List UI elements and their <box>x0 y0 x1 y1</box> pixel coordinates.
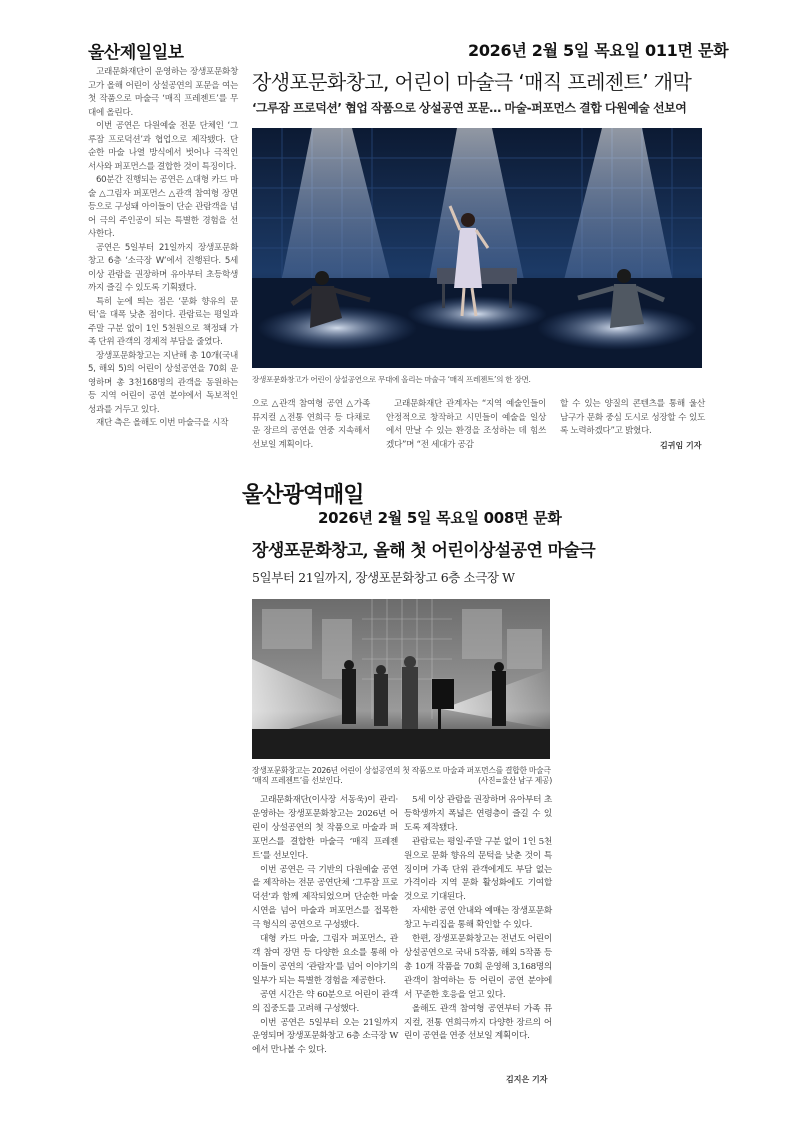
photo-caption-text: 장생포문화창고는 2026년 어린이 상설공연의 첫 작품으로 마술과 퍼포먼스를 결합한 마술극 ‘매직 프레젠트’를 선보인다. <box>252 766 551 785</box>
paragraph: 이번 공연은 다원예술 전문 단체인 ‘그루잠 프로덕션’과 협업으로 제작됐다. 단순한 마술 나열 방식에서 벗어나 극적인 서사와 퍼포먼스를 결합한 것이 특징이다. <box>88 121 238 172</box>
dateline-1: 2026년 2월 5일 목요일 011면 문화 <box>468 41 729 60</box>
reporter-byline-2: 김지은 기자 <box>506 1075 548 1084</box>
stage-photo-1-illustration <box>252 128 702 368</box>
stage-photo-1 <box>252 128 702 368</box>
paragraph: 할 수 있는 양질의 콘텐츠를 통해 울산 남구가 문화 중심 도시로 성장할 수 있도록 노력하겠다”고 밝혔다. <box>560 399 705 436</box>
article1-column-1 <box>88 66 238 431</box>
paragraph: 이번 공연은 5일부터 오는 21일까지 운영되며 장생포문화창고 6층 소극장 W에서 만나볼 수 있다. <box>252 1017 398 1056</box>
photo-caption-2 <box>252 766 552 786</box>
article-divider <box>88 470 708 471</box>
article1-column-2 <box>252 398 370 452</box>
photo-caption-1: 장생포문화창고가 어린이 상설공연으로 무대에 올리는 마술극 ‘매직 프레젠트’의 한 장면. <box>252 375 531 384</box>
dateline-2: 2026년 2월 5일 목요일 008면 문화 <box>318 509 562 527</box>
paragraph: 으로 △관객 참여형 공연 △가족 뮤지컬 △전통 연희극 등 다채로운 장르의 공연을 연중 지속해서 선보일 계획이다. <box>252 399 370 450</box>
newspaper-name-2: 울산광역매일 <box>242 483 364 508</box>
paragraph: 올해도 관객 참여형 공연부터 가족 뮤지컬, 전통 연희극까지 다양한 장르의 어린이 공연을 연중 선보일 계획이다. <box>404 1003 552 1042</box>
headline-1: 장생포문화창고, 어린이 마술극 ‘매직 프레젠트’ 개막 <box>252 70 692 94</box>
reporter-byline-1: 김귀임 기자 <box>660 441 702 450</box>
paragraph: 특히 눈에 띄는 점은 ‘문화 향유의 문턱’을 대폭 낮춘 점이다. 관람료는 평일과 주말 구분 없이 1인 5천원으로 책정돼 가족 단위 관객의 경제적 부담을 줄였다. <box>88 296 238 347</box>
paragraph: 장생포문화창고는 지난해 총 10개(국내 5, 해외 5)의 어린이 상설공연을 70회 운영하며 총 3천168명의 관객을 동원하는 등 지역 어린이 공연 분야에서 독보적인 성과를 거두고 있다. <box>88 350 238 415</box>
paragraph: 한편, 장생포문화창고는 전년도 어린이 상설공연으로 국내 5작품, 해외 5작품 등 총 10개 작품을 70회 운영해 3,168명의 관객이 참여하는 등 어린이 공연 분야에서 꾸준한 호응을 얻고 있다. <box>404 934 552 1000</box>
paragraph: 공연은 5일부터 21일까지 장생포문화창고 6층 ‘소극장 W’에서 진행된다. 5세 이상 관람을 권장하며 유아부터 초등학생까지 즐길 수 있도록 기획됐다. <box>88 242 238 293</box>
headline-2: 장생포문화창고, 올해 첫 어린이상설공연 마술극 <box>252 541 596 561</box>
article1-column-3 <box>386 398 546 452</box>
paragraph: 고래문화재단(이사장 서동욱)이 관리·운영하는 장생포문화창고는 2026년 어린이 상설공연의 첫 작품으로 마술과 퍼포먼스를 결합한 마술극 ‘매직 프레젠트’를 선보인다. <box>252 795 398 861</box>
paragraph: 60분간 진행되는 공연은 △대형 카드 마술 △그림자 퍼포먼스 △관객 참여형 장면 등으로 구성돼 아이들이 단순 관람객을 넘어 극의 주인공이 되는 특별한 경험을 선사한다. <box>88 175 238 239</box>
paragraph: 5세 이상 관람을 권장하며 유아부터 초등학생까지 폭넓은 연령층이 즐길 수 있도록 제작됐다. <box>404 795 552 833</box>
photo-source: (사진=울산 남구 제공) <box>478 776 552 785</box>
article2-column-2 <box>404 794 552 1044</box>
paragraph: 공연 시간은 약 60분으로 어린이 관객의 집중도를 고려해 구성했다. <box>252 989 398 1014</box>
article1-column-4 <box>560 398 705 439</box>
paragraph: 관람료는 평일·주말 구분 없이 1인 5천원으로 문화 향유의 문턱을 낮춘 것이 특징이며 가족 단위 관객에게도 부담 없는 가격이라 지역 문화 활성화에도 기여할 것으로 기대된다. <box>404 836 552 903</box>
subheadline-2: 5일부터 21일까지, 장생포문화창고 6층 소극장 W <box>252 570 515 585</box>
paragraph: 대형 카드 마술, 그림자 퍼포먼스, 관객 참여 장면 등 다양한 요소를 통해 아이들이 공연의 ‘관람자’를 넘어 이야기의 일부가 되는 특별한 경험을 제공한다. <box>252 934 398 986</box>
newspaper-name-1: 울산제일일보 <box>88 43 184 63</box>
paragraph: 이번 공연은 극 기반의 다원예술 공연을 제작하는 전문 공연단체 ‘그루잠 프로덕션’과 함께 제작되었으며 단순한 마술 시연을 넘어 마술과 퍼포먼스를 접목한 극 형식의 공연으로 구성됐다. <box>252 864 398 931</box>
stage-photo-2 <box>252 599 550 759</box>
paragraph: 고래문화재단 관계자는 “지역 예술인들이 안정적으로 창작하고 시민들이 예술을 일상에서 만날 수 있는 환경을 조성하는 데 힘쓰겠다”며 “전 세대가 공감 <box>386 399 546 450</box>
stage-photo-2-illustration <box>252 599 550 759</box>
subheadline-1: ‘그루잠 프로덕션’ 협업 작품으로 상설공연 포문… 마술-퍼포먼스 결합 다원예술 선보여 <box>252 101 687 115</box>
paragraph: 재단 측은 올해도 이번 마술극을 시작 <box>96 418 229 428</box>
paragraph: 고래문화재단이 운영하는 장생포문화창고가 올해 어린이 상설공연의 포문을 여는 첫 작품으로 마술극 ‘매직 프레젠트’를 무대에 올린다. <box>88 67 238 118</box>
article2-column-1 <box>252 794 398 1058</box>
paragraph: 자세한 공연 안내와 예매는 장생포문화창고 누리집을 통해 확인할 수 있다. <box>404 906 552 931</box>
